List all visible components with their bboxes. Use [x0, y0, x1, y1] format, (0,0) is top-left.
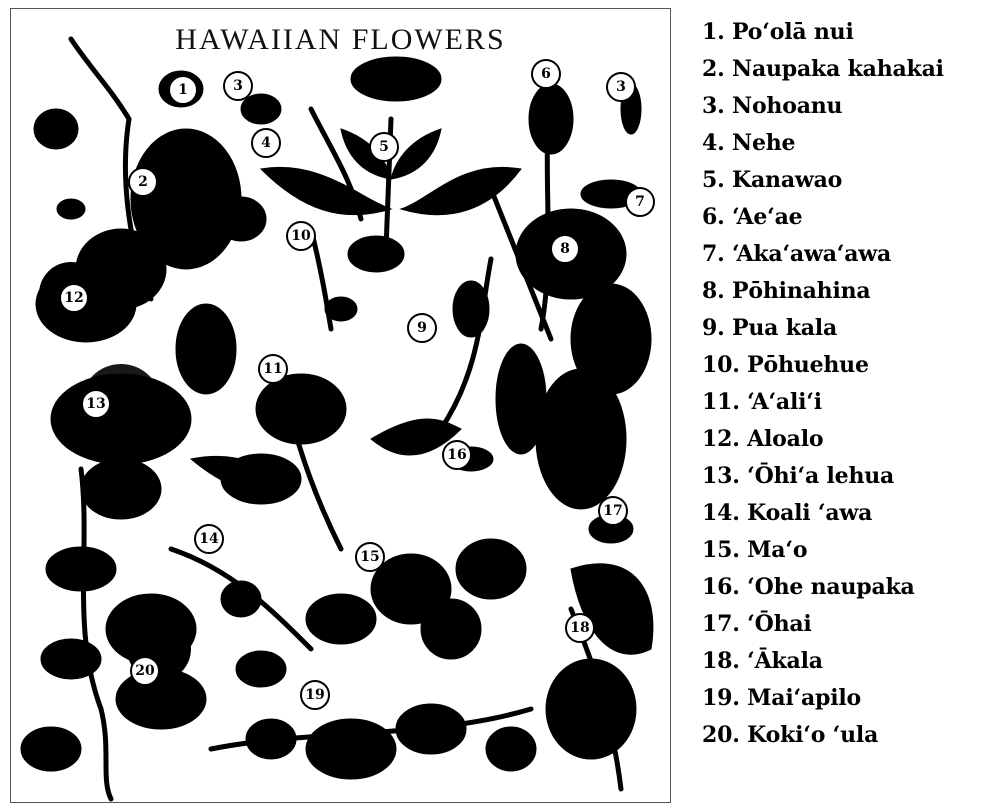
flower-marker-18: 18	[565, 613, 595, 643]
flower-marker-9: 9	[407, 313, 437, 343]
flower-marker-1: 1	[168, 75, 198, 105]
poster-title: HAWAIIAN FLOWERS	[175, 23, 506, 56]
flower-marker-20: 20	[130, 656, 160, 686]
flower-marker-19: 19	[300, 680, 330, 710]
flower-marker-13: 13	[81, 389, 111, 419]
flower-marker-15: 15	[355, 542, 385, 572]
flower-marker-3: 3	[223, 71, 253, 101]
flower-marker-4: 4	[251, 128, 281, 158]
flower-marker-11: 11	[258, 354, 288, 384]
legend-item: 10. Pōhuehue	[702, 352, 869, 378]
legend-item: 13. ʻŌhiʻa lehua	[702, 463, 895, 489]
flower-marker-7: 7	[625, 187, 655, 217]
flower-marker-17: 17	[598, 496, 628, 526]
flower-marker-14: 14	[194, 524, 224, 554]
legend-item: 2. Naupaka kahakai	[702, 56, 944, 82]
legend-item: 7. ʻAkaʻawaʻawa	[702, 241, 892, 267]
legend-item: 9. Pua kala	[702, 315, 838, 341]
flower-marker-2: 2	[128, 167, 158, 197]
legend-item: 5. Kanawao	[702, 167, 843, 193]
legend-item: 4. Nehe	[702, 130, 796, 156]
legend-item: 15. Maʻo	[702, 537, 808, 563]
legend-item: 18. ʻĀkala	[702, 648, 823, 674]
flower-marker-6: 6	[531, 59, 561, 89]
botanical-poster	[10, 8, 671, 803]
legend-item: 3. Nohoanu	[702, 93, 843, 119]
flower-marker-16: 16	[442, 440, 472, 470]
legend-item: 14. Koali ʻawa	[702, 500, 873, 526]
flower-marker-3b: 3	[606, 72, 636, 102]
legend-item: 20. Kokiʻo ʻula	[702, 722, 879, 748]
legend-item: 16. ʻOhe naupaka	[702, 574, 915, 600]
flower-legend	[702, 14, 994, 754]
flower-marker-10: 10	[286, 221, 316, 251]
legend-item: 17. ʻŌhai	[702, 611, 812, 637]
flower-marker-12: 12	[59, 283, 89, 313]
legend-item: 19. Maiʻapilo	[702, 685, 862, 711]
legend-item: 1. Poʻolā nui	[702, 19, 854, 45]
legend-item: 11. ʻAʻaliʻi	[702, 389, 822, 415]
legend-item: 6. ʻAeʻae	[702, 204, 803, 230]
legend-item: 12. Aloalo	[702, 426, 824, 452]
flower-marker-5: 5	[369, 132, 399, 162]
flower-marker-8: 8	[550, 234, 580, 264]
legend-item: 8. Pōhinahina	[702, 278, 871, 304]
